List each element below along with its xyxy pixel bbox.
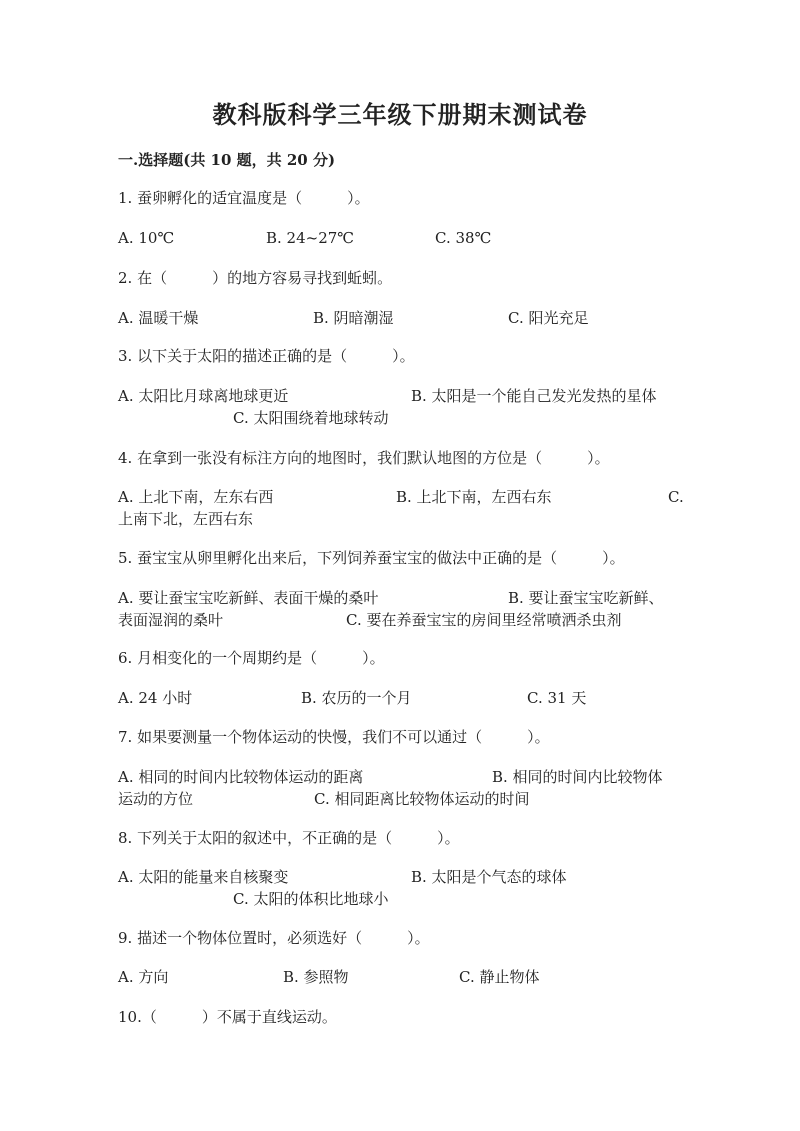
question-5-option-b: B. 要让蚕宝宝吃新鲜、 [508, 589, 664, 607]
question-9-option-a: A. 方向 [118, 968, 169, 986]
question-5-option-a: A. 要让蚕宝宝吃新鲜、表面干燥的桑叶 [118, 589, 379, 607]
question-3-option-c: C. 太阳围绕着地球转动 [233, 409, 389, 427]
question-1-option-c: C. 38℃ [435, 229, 492, 247]
question-5-stem: 5. 蚕宝宝从卵里孵化出来后，下列饲养蚕宝宝的做法中正确的是（ ）。 [118, 549, 625, 567]
question-9-option-c: C. 静止物体 [459, 968, 540, 986]
question-8-stem: 8. 下列关于太阳的叙述中，不正确的是（ ）。 [118, 829, 460, 847]
question-3-stem: 3. 以下关于太阳的描述正确的是（ ）。 [118, 347, 415, 365]
question-5-option-c: C. 要在养蚕宝宝的房间里经常喷洒杀虫剂 [346, 611, 622, 629]
question-7-option-a: A. 相同的时间内比较物体运动的距离 [118, 768, 364, 786]
question-4-option-c-label: C. [668, 488, 684, 506]
question-10-stem: 10.（ ）不属于直线运动。 [118, 1008, 337, 1026]
question-9-stem: 9. 描述一个物体位置时，必须选好（ ）。 [118, 929, 430, 947]
section-heading: 一.选择题(共 10 题，共 20 分) [118, 151, 336, 169]
question-2-option-c: C. 阳光充足 [508, 309, 589, 327]
question-6-option-a: A. 24 小时 [118, 689, 193, 707]
question-8-option-a: A. 太阳的能量来自核聚变 [118, 868, 289, 886]
question-4-option-a: A. 上北下南，左东右西 [118, 488, 274, 506]
question-8-option-b: B. 太阳是个气态的球体 [411, 868, 567, 886]
question-7-option-b: B. 相同的时间内比较物体 [492, 768, 663, 786]
question-6-option-b: B. 农历的一个月 [301, 689, 412, 707]
question-7-option-c: C. 相同距离比较物体运动的时间 [314, 790, 530, 808]
question-8-option-c: C. 太阳的体积比地球小 [233, 890, 389, 908]
question-2-option-b: B. 阴暗潮湿 [313, 309, 394, 327]
question-6-stem: 6. 月相变化的一个周期约是（ ）。 [118, 649, 385, 667]
question-2-stem: 2. 在（ ）的地方容易寻找到蚯蚓。 [118, 269, 393, 287]
question-7-stem: 7. 如果要测量一个物体运动的快慢，我们不可以通过（ ）。 [118, 728, 550, 746]
question-1-stem: 1. 蚕卵孵化的适宜温度是（ ）。 [118, 189, 370, 207]
question-1-option-a: A. 10℃ [118, 229, 175, 247]
question-4-option-b: B. 上北下南，左西右东 [396, 488, 552, 506]
question-9-option-b: B. 参照物 [283, 968, 349, 986]
question-1-option-b: B. 24~27℃ [266, 229, 355, 247]
question-4-stem: 4. 在拿到一张没有标注方向的地图时，我们默认地图的方位是（ ）。 [118, 449, 610, 467]
question-5-option-b-cont: 表面湿润的桑叶 [118, 611, 224, 629]
page-title: 教科版科学三年级下册期末测试卷 [212, 100, 588, 129]
question-3-option-b: B. 太阳是一个能自己发光发热的星体 [411, 387, 657, 405]
question-4-option-c-text: 上南下北，左西右东 [118, 510, 254, 528]
question-7-option-b-cont: 运动的方位 [118, 790, 194, 808]
question-6-option-c: C. 31 天 [527, 689, 587, 707]
question-2-option-a: A. 温暖干燥 [118, 309, 199, 327]
question-3-option-a: A. 太阳比月球离地球更近 [118, 387, 289, 405]
